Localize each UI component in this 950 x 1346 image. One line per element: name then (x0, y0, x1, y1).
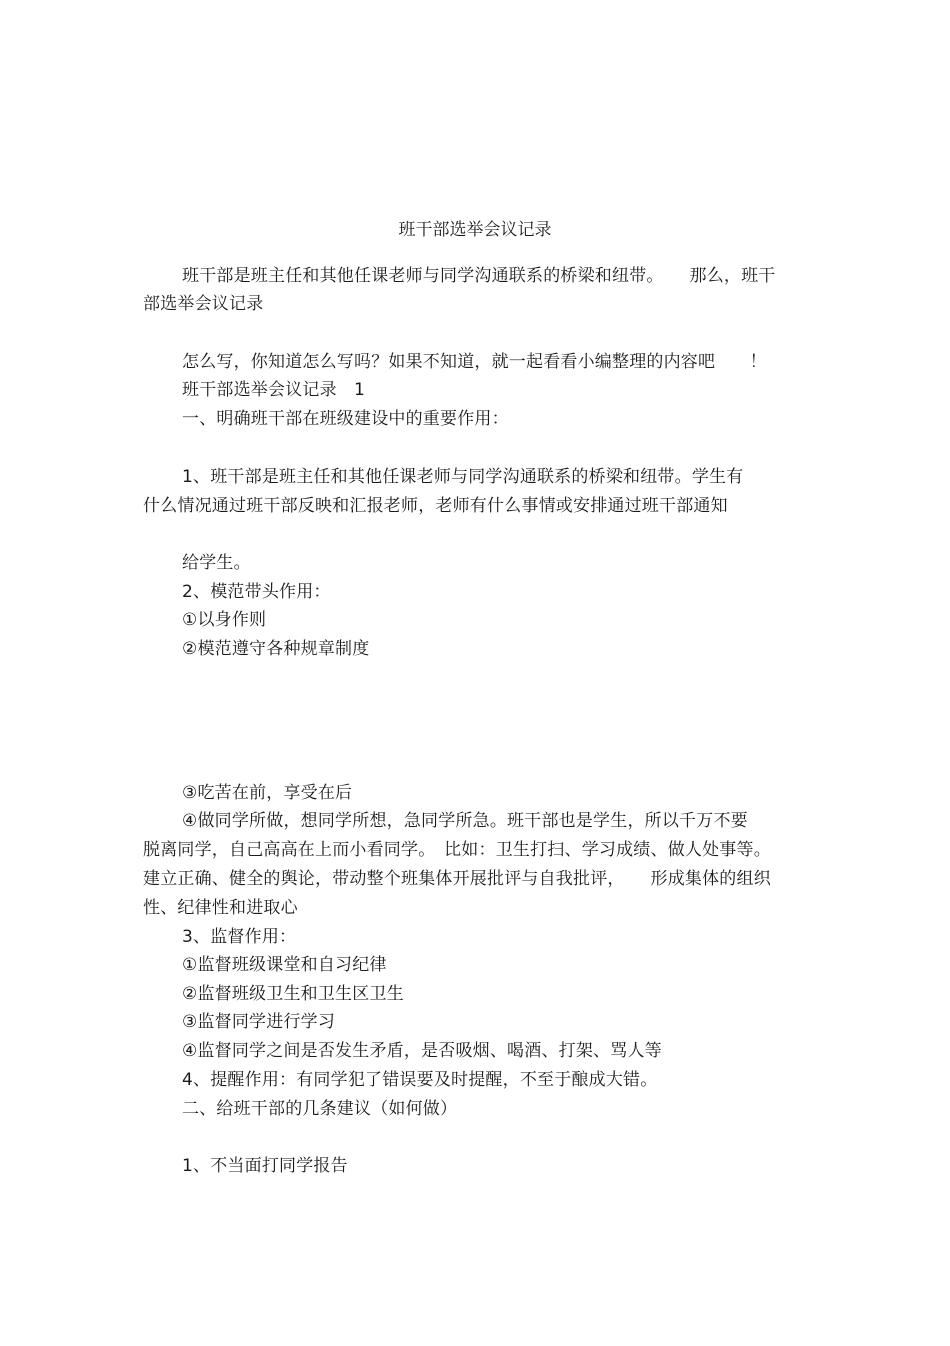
list-heading: 3、监督作用： (182, 927, 297, 947)
paragraph-line: 什么情况通过班干部反映和汇报老师，老师有什么事情或安排通过班干部通知 (143, 496, 728, 516)
list-heading: 2、模范带头作用： (182, 582, 331, 602)
paragraph-line: 怎么写，你知道怎么写吗？如果不知道，就一起看看小编整理的内容吧 ！ (182, 352, 767, 372)
section-heading: 班干部选举会议记录 1 (182, 380, 366, 400)
list-item: ②监督班级卫生和卫生区卫生 (182, 984, 404, 1004)
list-item: ③吃苦在前，享受在后 (182, 783, 353, 803)
paragraph-line: 1、班干部是班主任和其他任课老师与同学沟通联系的桥梁和纽带。学生有 (182, 467, 744, 487)
list-item: ①以身作则 (182, 610, 267, 630)
section-heading: 二、给班干部的几条建议（如何做） (182, 1099, 458, 1119)
paragraph-line: 建立正确、健全的舆论，带动整个班集体开展批评与自我批评， 形成集体的组织 (143, 869, 771, 889)
list-heading: 4、提醒作用：有同学犯了错误要及时提醒，不至于酿成大错。 (182, 1070, 658, 1090)
document-title: 班干部选举会议记录 (398, 220, 552, 240)
paragraph-line: 给学生。 (182, 553, 251, 573)
paragraph-line: 部选举会议记录 (143, 294, 264, 314)
list-item: ④监督同学之间是否发生矛盾，是否吸烟、喝酒、打架、骂人等 (182, 1041, 662, 1061)
section-heading: 一、明确班干部在班级建设中的重要作用： (182, 409, 509, 429)
paragraph-line: 脱离同学，自己高高在上而小看同学。 比如：卫生打扫、学习成绩、做人处事等。 (143, 840, 771, 860)
list-heading: 1、不当面打同学报告 (182, 1156, 348, 1176)
list-item: ③监督同学进行学习 (182, 1012, 336, 1032)
list-item: ①监督班级课堂和自习纪律 (182, 955, 387, 975)
list-item: ④做同学所做，想同学所想，急同学所急。班干部也是学生，所以千万不要 (182, 811, 748, 831)
list-item: ②模范遵守各种规章制度 (182, 639, 370, 659)
paragraph-line: 性、纪律性和进取心 (143, 898, 298, 918)
paragraph-line: 班干部是班主任和其他任课老师与同学沟通联系的桥梁和纽带。 那么，班干 (182, 266, 776, 286)
